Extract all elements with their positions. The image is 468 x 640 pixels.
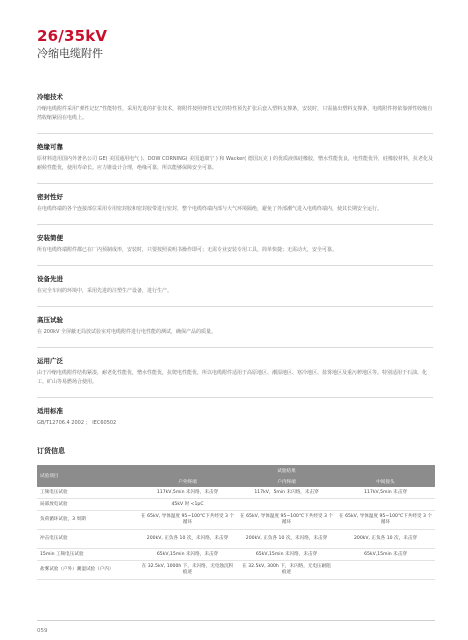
cell-joint: 65kV,15min 未击穿	[336, 549, 435, 561]
column-header-outdoor: 户外终端	[138, 476, 237, 487]
content-sections	[37, 92, 433, 438]
divider	[37, 265, 433, 266]
cell-outdoor: 117kV,5min 未闪络，未击穿	[138, 487, 237, 499]
section-equipment	[37, 274, 433, 296]
section-sealing	[37, 192, 433, 214]
cell-outdoor: 在 65kV, 导体温度 95~100℃下共经受 3 个循环	[138, 511, 237, 530]
section-body: 所有电缆终端附件都已在厂内预制成形，安装时，只要按照说明书操作即可；无需专业安装专用工具，简单快捷；无需动火，安全可靠。	[37, 247, 338, 253]
row-label: 冲击电压试验	[37, 530, 138, 549]
section-title: 密封性好	[37, 193, 63, 201]
cell-joint	[336, 561, 435, 580]
section-title: 安装简便	[37, 234, 63, 242]
row-label: 工频电压试验	[37, 487, 138, 499]
cell-indoor: 65kV,15min 未闪络，未击穿	[237, 549, 336, 561]
section-applications	[37, 356, 433, 387]
section-title: 高压试验	[37, 316, 63, 324]
cell-outdoor: 在 32.5kV, 1000h 下，未闪络，无电蚀沉积痕迹	[138, 561, 237, 580]
section-body: 在 200kV 全屏蔽无局放试验室对电缆附件进行电性能的测试，确保产品的质量。	[37, 329, 217, 335]
divider	[37, 347, 433, 348]
section-body: GB/T12706.4 2002 ； IEC60502	[37, 420, 117, 426]
table-row	[37, 511, 435, 530]
section-standards	[37, 406, 433, 428]
row-label: 局部放电试验	[37, 499, 138, 511]
divider	[37, 224, 433, 225]
section-installation	[37, 233, 433, 255]
order-info-title: 订货信息	[37, 447, 65, 455]
cell-indoor	[237, 499, 336, 511]
cell-outdoor: 200kV, 正负各 10 次，未闪络，未击穿	[138, 530, 237, 549]
cell-joint	[336, 499, 435, 511]
divider	[37, 306, 433, 307]
cell-outdoor: 45kV 时 <1pC	[138, 499, 237, 511]
cell-indoor: 117kV，5min 未闪络，未击穿	[237, 487, 336, 499]
section-title: 适用标准	[37, 407, 63, 415]
section-title: 运用广泛	[37, 357, 63, 365]
cell-joint: 117kV,5min 未击穿	[336, 487, 435, 499]
table-row	[37, 499, 435, 511]
table-row	[37, 530, 435, 549]
divider	[37, 183, 433, 184]
section-title: 绝缘可靠	[37, 143, 63, 151]
section-title: 设备先进	[37, 275, 63, 283]
section-body: 在完全车间的环境中，采用先进的注塑生产设备，进行生产。	[37, 288, 173, 294]
divider	[37, 397, 433, 398]
table-row	[37, 487, 435, 499]
cell-indoor: 在 32.5kV, 300h 下，未闪络，无电压耐阻痕迹	[237, 561, 336, 580]
column-group-header: 试验结果	[138, 465, 435, 476]
cell-indoor: 在 65kV, 导体温度 95~100℃下共经受 3 个循环	[237, 511, 336, 530]
section-cold-shrink	[37, 92, 433, 123]
section-high-voltage-test	[37, 315, 433, 337]
test-results-table	[37, 465, 435, 580]
section-body: 原材料选用国内外著名公司 GE( 美国通用电气 )、DOW CORNING( 美国道康宁 ) 和 Wacker( 德国瓦克 ) 的优质液体硅橡胶，憎水性能优良，电性能优异，硅橡胶材料，抗老化及耐候性能优，使用寿命长。应力锥设计合理，绝缘可靠，所以能够保障安全可靠。	[37, 156, 433, 171]
section-body: 冷缩电缆附件采用“弹性记忆”性能特性，采用先进的扩张技术，将附件按照弹性记忆的特性预先扩张后套入塑料支撑条，安装时，只需抽出塑料支撑条，电缆附件将依靠弹性收缩自然收缩紧固在电缆上。	[37, 106, 433, 121]
page-subtitle: 冷缩电缆附件	[37, 47, 103, 60]
cell-joint: 200kV, 正负各 10 次，未击穿	[336, 530, 435, 549]
column-header-indoor: 户内终端	[237, 476, 336, 487]
row-label: 盐雾试验（户外）潮湿试验（户内）	[37, 561, 138, 580]
cell-outdoor: 65kV,15min 未闪络，未击穿	[138, 549, 237, 561]
section-insulation	[37, 142, 433, 173]
cell-joint: 在 65kV, 导体温度 95~100℃下共经受 3 个循环	[336, 511, 435, 530]
column-header-joint: 中间接头	[336, 476, 435, 487]
section-title: 冷缩技术	[37, 93, 63, 101]
footer-divider	[37, 620, 435, 621]
table-row	[37, 549, 435, 561]
section-body: 由于冷缩电缆附件结构紧凑，耐老化性能优，憎水性能优，抗爬电性能优，所以电缆附件适用于高原地区、潮湿地区、寒冷地区、盐雾地区及重污秽地区等。特别适用于石油、化工、矿山等易燃场合使用。	[37, 370, 428, 385]
divider	[37, 133, 433, 134]
cell-indoor: 200kV, 正负各 10 次，未闪络，未击穿	[237, 530, 336, 549]
column-header-test-item: 试验项目	[37, 465, 138, 487]
row-label: 负荷循环试验，3 周期	[37, 511, 138, 530]
page-number: 059	[37, 628, 48, 634]
row-label: 15min 工频电压试验	[37, 549, 138, 561]
table-row	[37, 561, 435, 580]
page-title: 26/35kV	[37, 27, 108, 45]
section-body: 在电缆终端的各个连接部位采用专用密封胶和密封胶带进行密封，整个电缆终端内部与大气环境隔绝，避免了外部潮气进入电缆终端内，使其长期安全运行。	[37, 206, 383, 212]
